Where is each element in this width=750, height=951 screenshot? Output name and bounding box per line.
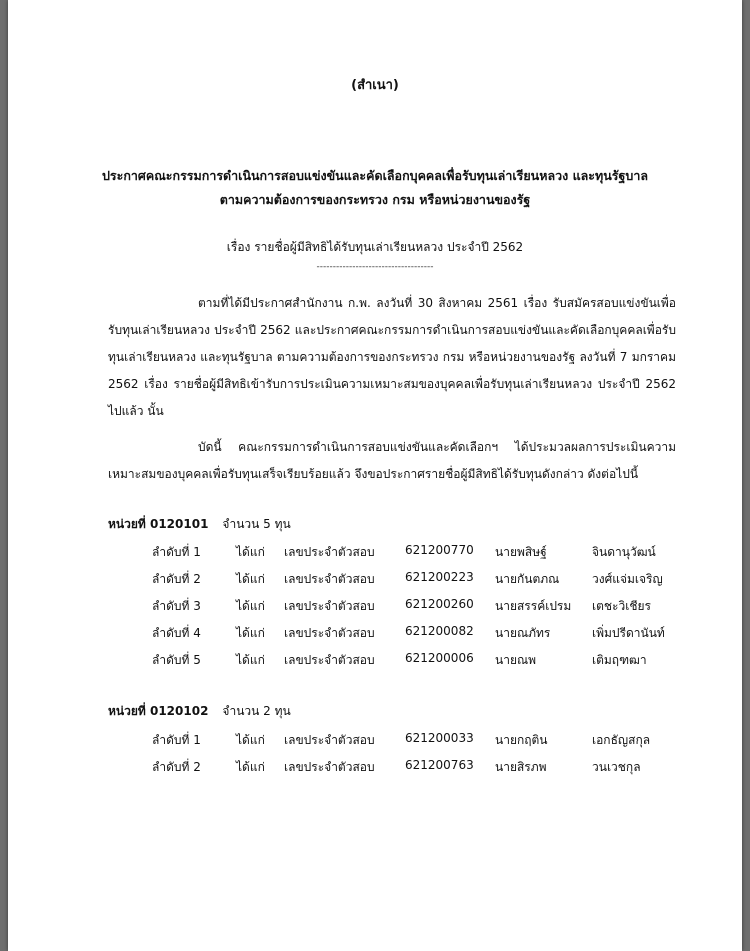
first-name: นายพสิษฐ์	[495, 545, 547, 559]
title-line-1: ประกาศคณะกรรมการดำเนินการสอบแข่งขันและคัดเลือกบุคคลเพื่อรับทุนเล่าเรียนหลวง และทุนรัฐบาล	[101, 168, 649, 183]
exam-id-label: เลขประจำตัวสอบ	[284, 545, 375, 559]
first-name: นายณภัทร	[495, 626, 551, 640]
given-label: ได้แก่	[236, 733, 265, 747]
surname: เอกธัญสกุล	[592, 733, 651, 747]
exam-id-label: เลขประจำตัวสอบ	[284, 626, 375, 640]
surname: เติมฤฑฒา	[592, 653, 647, 667]
surname: เพิ่มปรีดานันท์	[592, 626, 665, 640]
copy-mark: (สำเนา)	[351, 78, 399, 93]
announcement-title	[48, 164, 702, 212]
first-name: นายสิรภพ	[495, 760, 547, 774]
unit-count: จำนวน 2 ทุน	[222, 704, 291, 718]
unit-header	[108, 702, 291, 721]
exam-id: 621200006	[405, 651, 474, 665]
rank: ลำดับที่ 3	[152, 599, 201, 613]
rank: ลำดับที่ 5	[152, 653, 201, 667]
rank: ลำดับที่ 2	[152, 572, 201, 586]
exam-id: 621200770	[405, 543, 474, 557]
surname: จินดานุวัฒน์	[592, 545, 656, 559]
unit-header	[108, 515, 291, 534]
surname: วนเวชกุล	[592, 760, 641, 774]
unit-count: จำนวน 5 ทุน	[222, 517, 291, 531]
given-label: ได้แก่	[236, 760, 265, 774]
exam-id-label: เลขประจำตัวสอบ	[284, 599, 375, 613]
first-name: นายกันตภณ	[495, 572, 560, 586]
surname: เตชะวิเชียร	[592, 599, 651, 613]
exam-id: 621200260	[405, 597, 474, 611]
title-line-2: ตามความต้องการของกระทรวง กรม หรือหน่วยงานของรัฐ	[219, 192, 531, 207]
unit-code: หน่วยที่ 0120101	[108, 517, 209, 531]
first-name: นายสรรค์เปรม	[495, 599, 572, 613]
rank: ลำดับที่ 1	[152, 545, 201, 559]
rank: ลำดับที่ 4	[152, 626, 201, 640]
first-name: นายณพ	[495, 653, 537, 667]
exam-id: 621200082	[405, 624, 474, 638]
exam-id-label: เลขประจำตัวสอบ	[284, 733, 375, 747]
divider-rule: ------------------------------------	[316, 262, 434, 272]
surname: วงศ์แจ่มเจริญ	[592, 572, 663, 586]
exam-id: 621200223	[405, 570, 474, 584]
rank: ลำดับที่ 1	[152, 733, 201, 747]
given-label: ได้แก่	[236, 572, 265, 586]
given-label: ได้แก่	[236, 653, 265, 667]
exam-id-label: เลขประจำตัวสอบ	[284, 572, 375, 586]
announcement-subject: เรื่อง รายชื่อผู้มีสิทธิได้รับทุนเล่าเรียนหลวง ประจำปี 2562	[226, 240, 524, 254]
exam-id-label: เลขประจำตัวสอบ	[284, 653, 375, 667]
exam-id: 621200763	[405, 758, 474, 772]
first-name: นายกฤติน	[495, 733, 548, 747]
paragraph-2: บัดนี้ คณะกรรมการดำเนินการสอบแข่งขันและคัดเลือกฯ ได้ประมวลผลการประเมินความเหมาะสมของบุคคลเพื่อรับทุนเสร็จเรียบร้อยแล้ว จึงขอประกาศรายชื่อผู้มีสิทธิได้รับทุนดังกล่าว ดังต่อไปนี้	[108, 440, 676, 481]
exam-id-label: เลขประจำตัวสอบ	[284, 760, 375, 774]
unit-code: หน่วยที่ 0120102	[108, 704, 209, 718]
document-page	[8, 0, 742, 951]
rank: ลำดับที่ 2	[152, 760, 201, 774]
paragraph-1: ตามที่ได้มีประกาศสำนักงาน ก.พ. ลงวันที่ 30 สิงหาคม 2561 เรื่อง รับสมัครสอบแข่งขันเพื่อรับทุนเล่าเรียนหลวง ประจำปี 2562 และประกาศคณะกรรมการดำเนินการสอบแข่งขันและคัดเลือกบุคคลเพื่อรับทุนเล่าเรียนหลวง และทุนรัฐบาล ตามความต้องการของกระทรวง กรม หรือหน่วยงานของรัฐ ลงวันที่ 7 มกราคม 2562 เรื่อง รายชื่อผู้มีสิทธิเข้ารับการประเมินความเหมาะสมของบุคคลเพื่อรับทุนเล่าเรียนหลวง ประจำปี 2562 ไปแล้ว นั้น	[108, 296, 676, 418]
exam-id: 621200033	[405, 731, 474, 745]
given-label: ได้แก่	[236, 599, 265, 613]
given-label: ได้แก่	[236, 545, 265, 559]
given-label: ได้แก่	[236, 626, 265, 640]
